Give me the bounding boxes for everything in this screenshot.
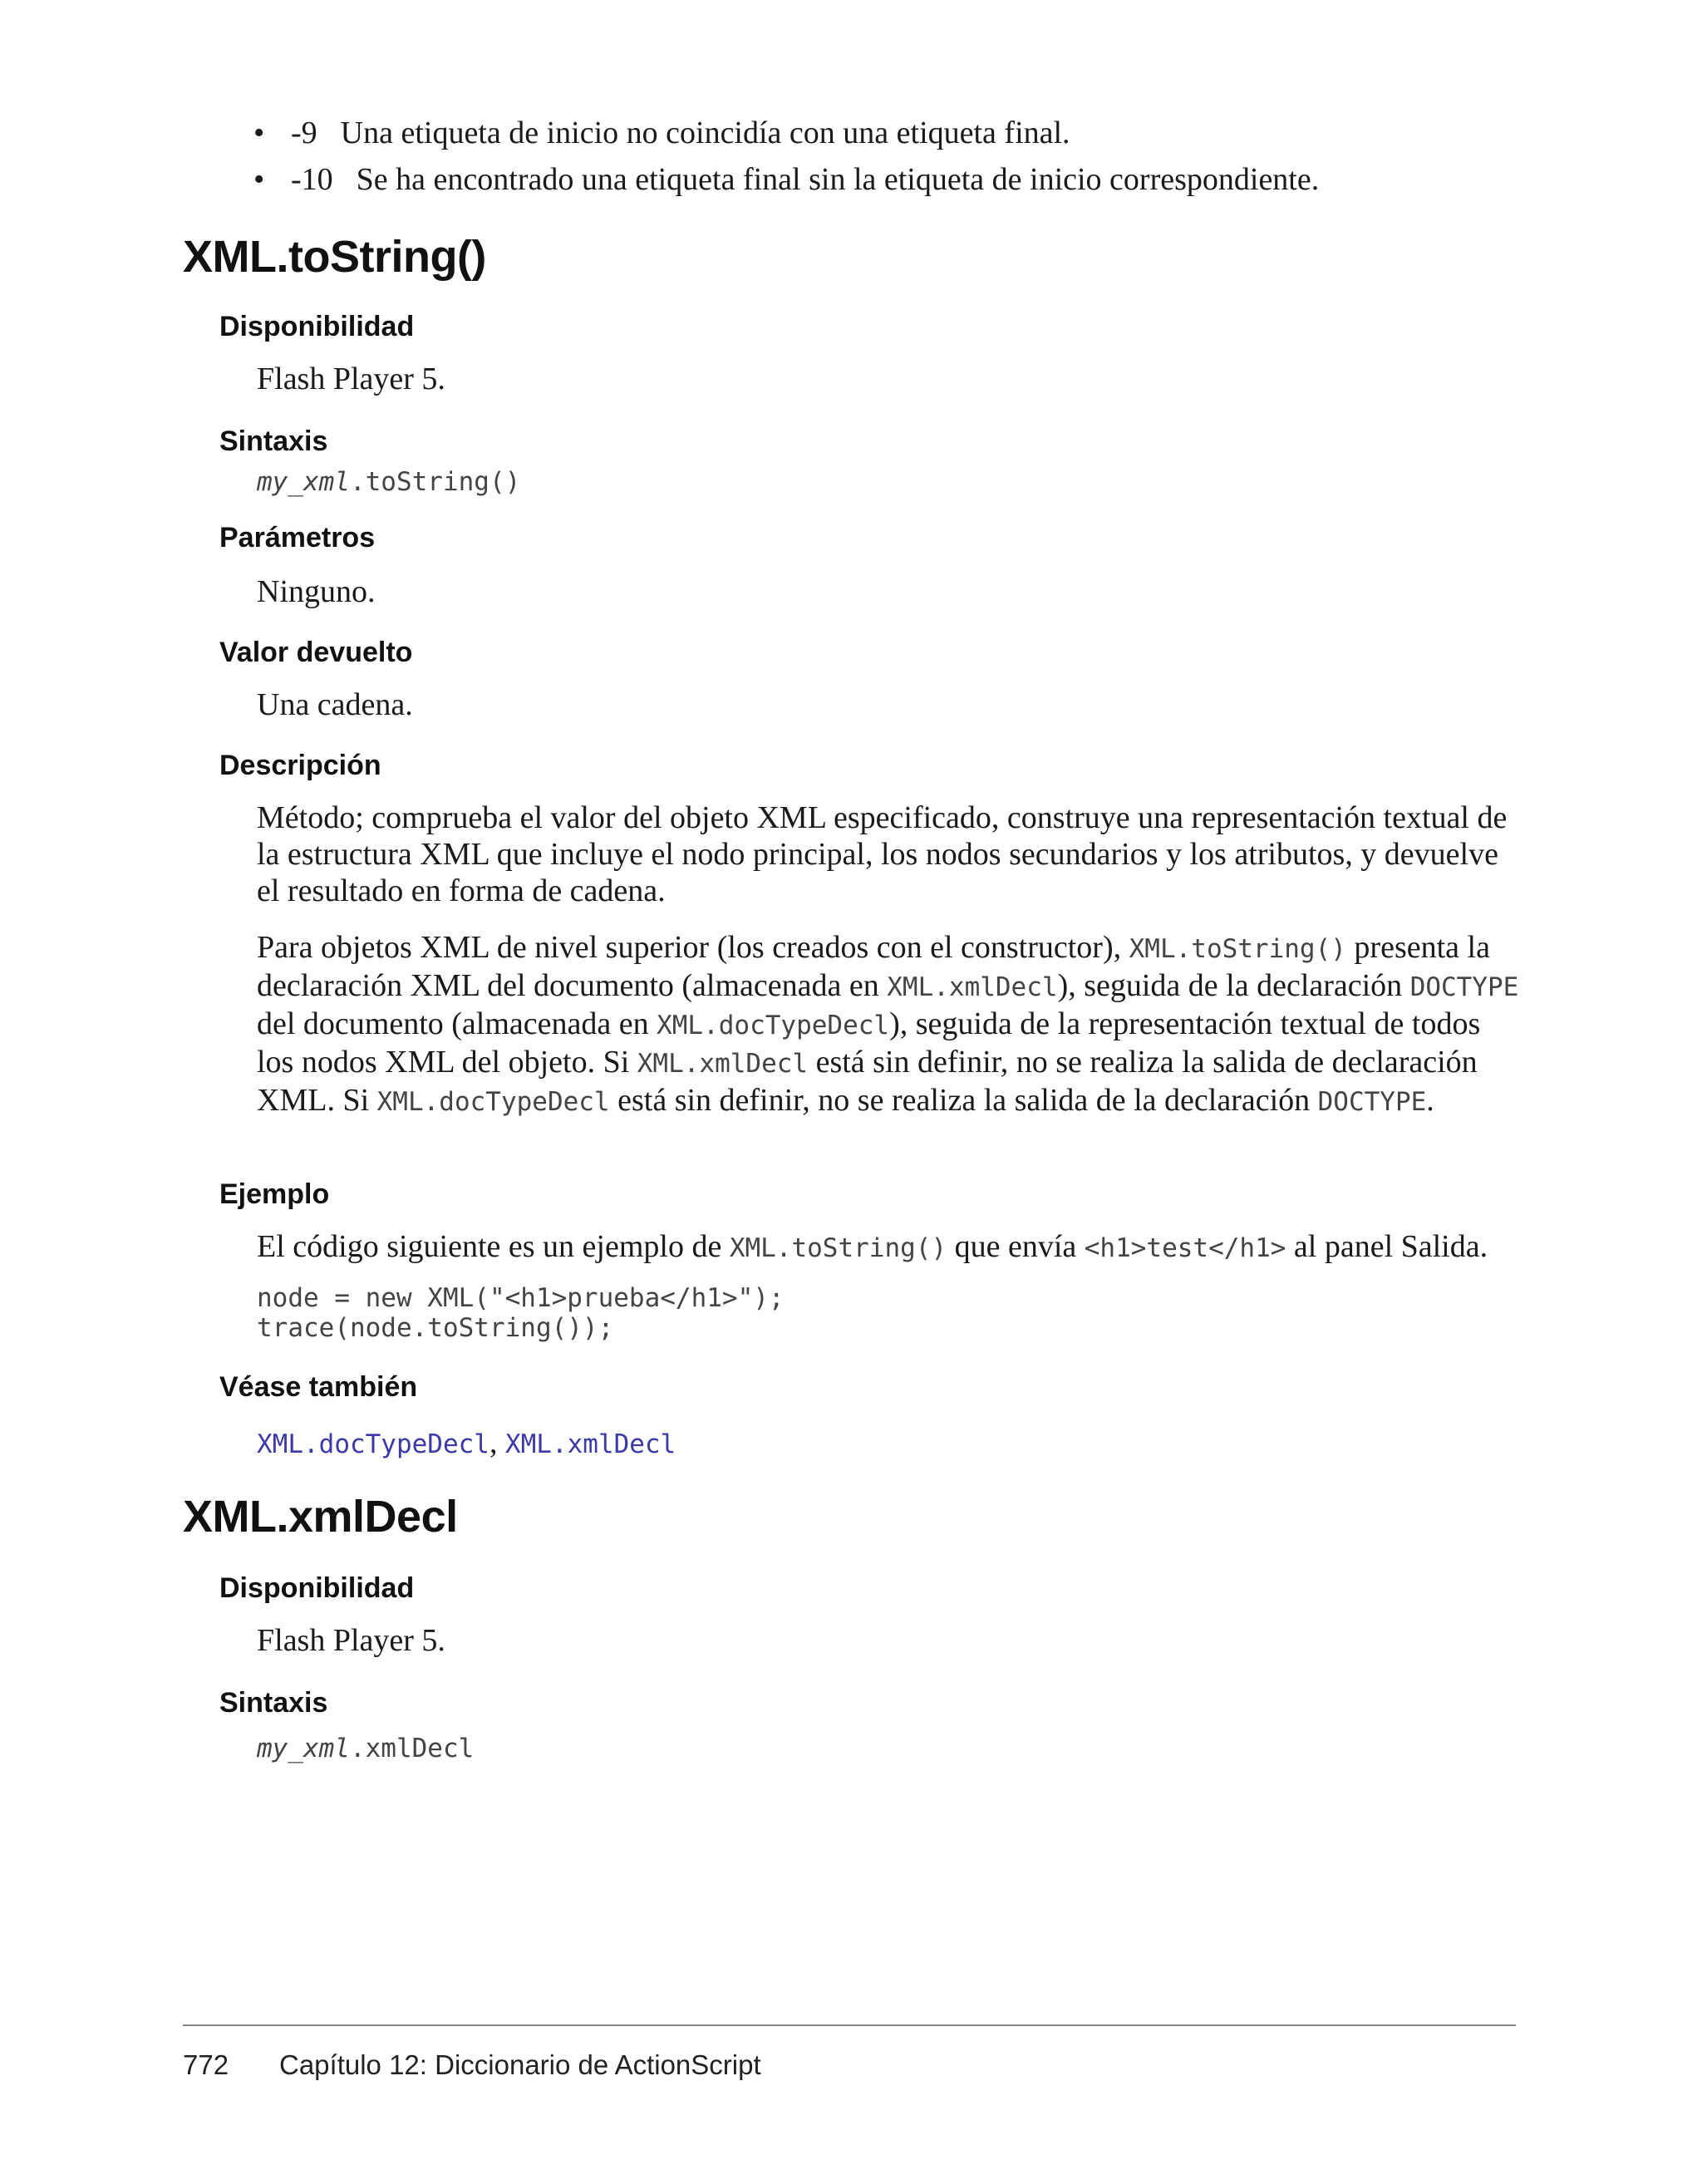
text-run: que envía xyxy=(947,1229,1085,1264)
availability-text: Flash Player 5. xyxy=(257,362,445,396)
error-description: Se ha encontrado una etiqueta final sin la etiqueta de inicio correspondiente. xyxy=(356,162,1320,197)
text-run: está sin definir, no se realiza la salida de la declaración xyxy=(609,1083,1318,1118)
list-item xyxy=(253,110,1583,156)
heading-parameters: Parámetros xyxy=(219,522,376,553)
error-code: -9 xyxy=(291,116,317,150)
text-run: ), seguida de la representación textual de todos los nodos XML del objeto. Si xyxy=(257,1006,1481,1080)
inline-code: <h1>test</h1> xyxy=(1084,1233,1286,1263)
section-title-tostring: XML.toString() xyxy=(183,232,486,282)
text-run: ), seguida de la declaración xyxy=(1057,968,1410,1003)
inline-code: DOCTYPE xyxy=(1317,1087,1427,1117)
description-paragraph-2 xyxy=(257,929,1520,1120)
syntax-member: .toString() xyxy=(349,467,521,497)
heading-syntax: Sintaxis xyxy=(219,425,328,457)
text-run: . xyxy=(1426,1083,1434,1118)
description-paragraph-1: Método; comprueba el valor del objeto XML especificado, construye una representación textual de la estructura XML que incluye el nodo principal, los nodos secundarios y los atributos, y devuelve el resultado en forma de cadena. xyxy=(257,800,1508,908)
inline-code: XML.toString() xyxy=(729,1233,947,1263)
section-title-xmldecl: XML.xmlDecl xyxy=(183,1492,458,1542)
link-xmldecl[interactable]: XML.xmlDecl xyxy=(504,1429,676,1459)
heading-see-also: Véase también xyxy=(219,1371,418,1403)
availability-text: Flash Player 5. xyxy=(257,1623,445,1658)
page-number: 772 xyxy=(183,2049,229,2080)
error-code: -10 xyxy=(291,162,333,197)
inline-code: XML.docTypeDecl xyxy=(657,1011,890,1040)
link-separator: , xyxy=(489,1425,505,1460)
heading-syntax: Sintaxis xyxy=(219,1687,328,1719)
heading-availability: Disponibilidad xyxy=(219,1572,415,1604)
syntax-line xyxy=(257,1734,474,1763)
error-description: Una etiqueta de inicio no coincidía con una etiqueta final. xyxy=(340,116,1070,150)
inline-code: XML.xmlDecl xyxy=(637,1049,809,1079)
syntax-member: .xmlDecl xyxy=(349,1734,475,1763)
footer-divider xyxy=(183,2024,1516,2026)
chapter-title: Capítulo 12: Diccionario de ActionScript xyxy=(279,2049,761,2080)
bullet-icon: • xyxy=(253,116,265,150)
heading-description: Descripción xyxy=(219,750,381,781)
error-code-list xyxy=(253,110,1583,203)
parameters-text: Ninguno. xyxy=(257,574,376,609)
see-also-links xyxy=(257,1424,1520,1463)
inline-code: DOCTYPE xyxy=(1409,972,1519,1002)
code-line: trace(node.toString()); xyxy=(257,1313,614,1343)
example-code-block xyxy=(257,1283,785,1343)
list-item xyxy=(253,156,1583,203)
bullet-icon: • xyxy=(253,162,265,197)
syntax-line xyxy=(257,467,520,497)
example-intro xyxy=(257,1228,1520,1267)
heading-availability: Disponibilidad xyxy=(219,311,415,342)
syntax-object: my_xml xyxy=(257,467,350,497)
heading-example: Ejemplo xyxy=(219,1178,330,1210)
syntax-object: my_xml xyxy=(257,1734,350,1763)
inline-code: XML.docTypeDecl xyxy=(376,1087,610,1117)
text-run: está sin definir, no se realiza la salida de declaración XML. Si xyxy=(257,1045,1478,1118)
inline-code: XML.toString() xyxy=(1129,934,1346,964)
return-value-text: Una cadena. xyxy=(257,687,413,722)
heading-return-value: Valor devuelto xyxy=(219,637,413,668)
text-run: Para objetos XML de nivel superior (los creados con el constructor), xyxy=(257,930,1129,965)
text-run: del documento (almacenada en xyxy=(257,1006,657,1041)
text-run: al panel Salida. xyxy=(1286,1229,1488,1264)
text-run: El código siguiente es un ejemplo de xyxy=(257,1229,730,1264)
link-doctypedecl[interactable]: XML.docTypeDecl xyxy=(257,1429,489,1459)
inline-code: XML.xmlDecl xyxy=(887,972,1058,1002)
text-run: presenta la declaración XML del documento (almacenada en xyxy=(257,930,1490,1003)
code-line: node = new XML("<h1>prueba</h1>"); xyxy=(257,1283,785,1313)
